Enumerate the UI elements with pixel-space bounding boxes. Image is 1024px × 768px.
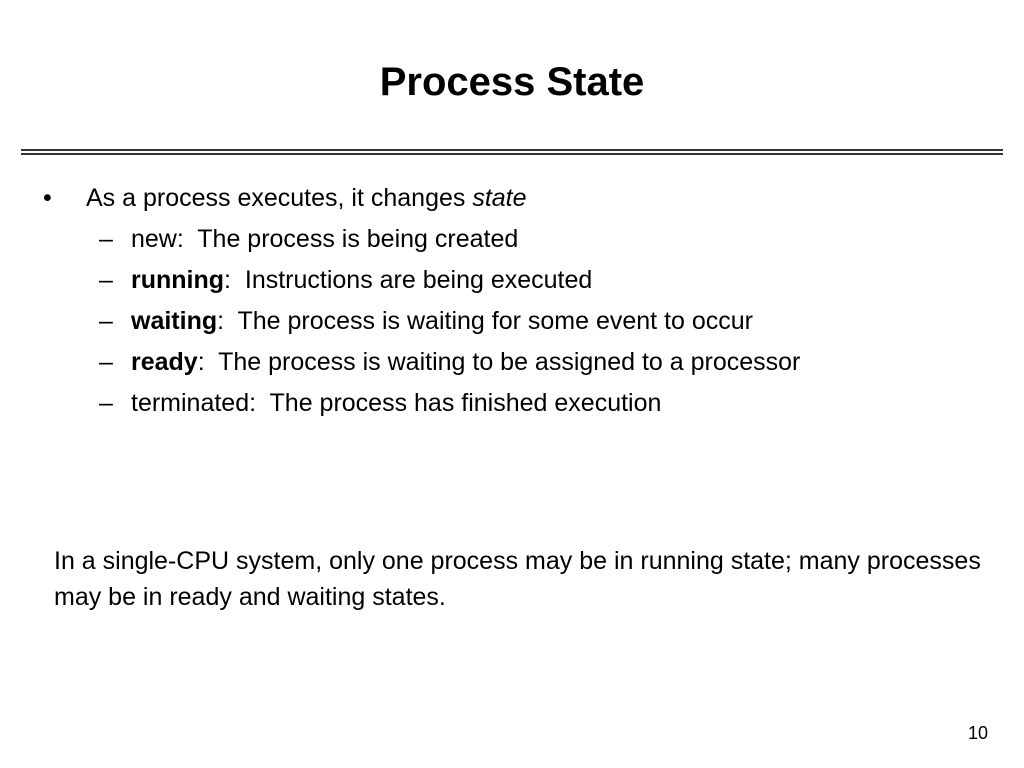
bullet-emphasis: state	[472, 184, 527, 212]
state-description: Instructions are being executed	[244, 266, 593, 294]
title-divider	[21, 149, 1003, 155]
state-term: ready	[131, 348, 198, 376]
state-description: The process is waiting for some event to occur	[237, 307, 754, 335]
state-term: waiting	[131, 307, 218, 335]
bullet-marker: •	[43, 184, 52, 212]
slide-title: Process State	[379, 60, 645, 104]
state-item-ready	[99, 346, 800, 387]
state-description: The process has finished execution	[269, 389, 662, 417]
state-separator: :	[249, 389, 270, 417]
state-item-new	[99, 223, 800, 264]
dash-marker: –	[99, 225, 113, 253]
cpu-note: In a single-CPU system, only one process may be in running state; many processes may be in ready and waiting states.	[54, 547, 981, 611]
state-item-running	[99, 264, 800, 305]
state-term: running	[131, 266, 225, 294]
state-term: new	[131, 225, 177, 253]
dash-marker: –	[99, 348, 113, 376]
state-item-waiting	[99, 305, 800, 346]
state-separator: :	[197, 348, 219, 376]
state-term: terminated	[131, 389, 250, 417]
state-separator: :	[217, 307, 238, 335]
dash-marker: –	[99, 266, 113, 294]
state-separator: :	[224, 266, 245, 294]
bullet-text: As a process executes, it changes	[86, 184, 473, 212]
main-bullet	[43, 182, 527, 214]
state-list	[99, 223, 800, 428]
state-description: The process is waiting to be assigned to a processor	[218, 348, 801, 376]
page-number: 10	[967, 723, 988, 743]
dash-marker: –	[99, 389, 113, 417]
dash-marker: –	[99, 307, 113, 335]
state-separator: :	[176, 225, 198, 253]
state-item-terminated	[99, 387, 800, 428]
state-description: The process is being created	[197, 225, 519, 253]
